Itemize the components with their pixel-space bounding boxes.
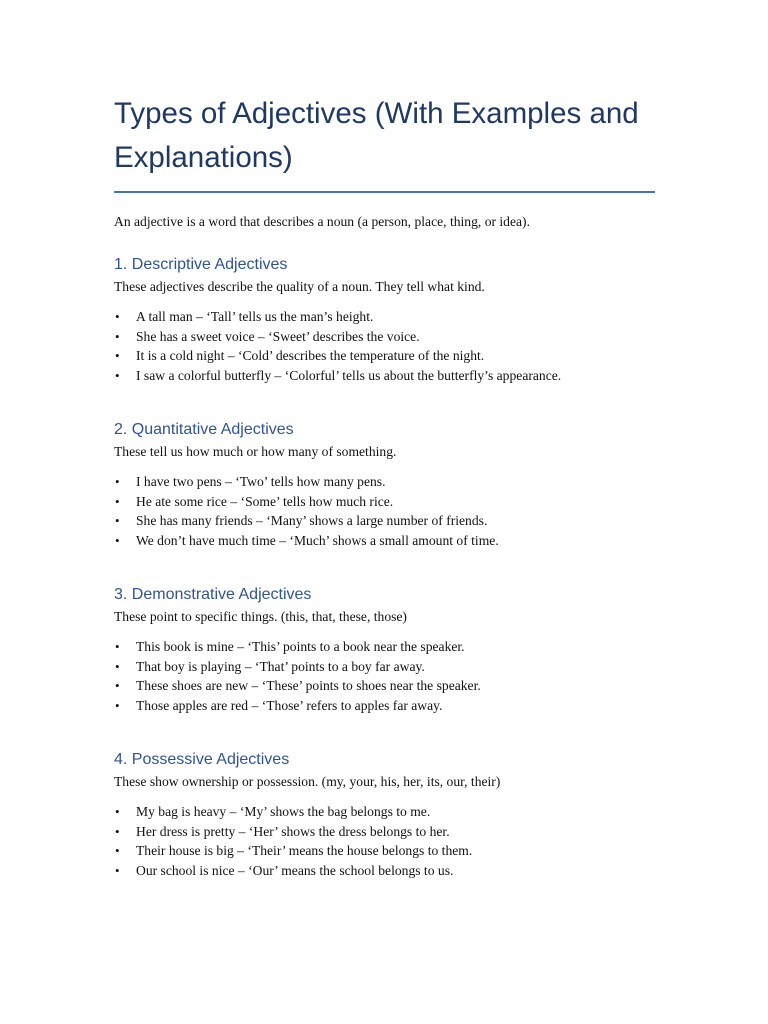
list-item: [114, 861, 655, 881]
example-list: [114, 307, 655, 385]
intro-paragraph: An adjective is a word that describes a noun (a person, place, thing, or idea).: [114, 214, 530, 229]
bullet-icon: •: [115, 862, 120, 878]
bullet-icon: •: [115, 474, 120, 489]
bullet-icon: •: [115, 639, 120, 654]
section-quantitative-adjectives: [114, 419, 655, 550]
bullet-icon: •: [115, 532, 120, 548]
list-item: [114, 366, 655, 386]
list-item-text: I have two pens – ‘Two’ tells how many pens.: [136, 474, 386, 489]
list-item: [114, 531, 655, 551]
list-item: [114, 511, 655, 531]
title-underline-rule: [114, 191, 655, 193]
bullet-icon: •: [115, 328, 120, 344]
example-list: [114, 472, 655, 550]
list-item-text: My bag is heavy – ‘My’ shows the bag belongs to me.: [136, 804, 431, 819]
bullet-icon: •: [115, 658, 120, 674]
list-item: [114, 696, 655, 716]
list-item-text: She has many friends – ‘Many’ shows a large number of friends.: [136, 513, 488, 528]
list-item-text: He ate some rice – ‘Some’ tells how much rice.: [136, 493, 394, 509]
list-item-text: Those apples are red – ‘Those’ refers to apples far away.: [136, 697, 443, 713]
list-item: [114, 657, 655, 677]
list-item: [114, 346, 655, 366]
list-item: [114, 472, 655, 492]
bullet-icon: •: [115, 493, 120, 509]
example-list: [114, 637, 655, 715]
list-item: [114, 637, 655, 657]
list-item: [114, 676, 655, 696]
bullet-icon: •: [115, 513, 120, 528]
bullet-icon: •: [115, 678, 120, 693]
list-item-text: She has a sweet voice – ‘Sweet’ describes the voice.: [136, 328, 420, 344]
list-item: [114, 492, 655, 512]
section-description: These adjectives describe the quality of a noun. They tell what kind.: [114, 279, 485, 294]
list-item: [114, 327, 655, 347]
bullet-icon: •: [115, 804, 120, 819]
bullet-icon: •: [115, 348, 120, 363]
list-item-text: A tall man – ‘Tall’ tells us the man’s height.: [136, 309, 374, 324]
list-item-text: That boy is playing – ‘That’ points to a boy far away.: [136, 658, 425, 674]
section-description: These point to specific things. (this, that, these, those): [114, 609, 407, 624]
section-heading: 4. Possessive Adjectives: [114, 751, 290, 768]
example-list: [114, 802, 655, 880]
section-descriptive-adjectives: [114, 254, 655, 385]
list-item-text: Our school is nice – ‘Our’ means the school belongs to us.: [136, 862, 454, 878]
list-item-text: Her dress is pretty – ‘Her’ shows the dress belongs to her.: [136, 823, 450, 839]
list-item: [114, 841, 655, 861]
section-heading: 1. Descriptive Adjectives: [114, 256, 288, 273]
section-possessive-adjectives: [114, 749, 655, 880]
list-item: [114, 307, 655, 327]
list-item: [114, 802, 655, 822]
document-title: Types of Adjectives (With Examples and Explanations): [114, 97, 639, 174]
bullet-icon: •: [115, 843, 120, 858]
bullet-icon: •: [115, 823, 120, 839]
section-heading: 2. Quantitative Adjectives: [114, 421, 294, 438]
section-heading: 3. Demonstrative Adjectives: [114, 586, 312, 603]
section-demonstrative-adjectives: [114, 584, 655, 715]
list-item-text: We don’t have much time – ‘Much’ shows a small amount of time.: [136, 532, 499, 548]
section-description: These show ownership or possession. (my, your, his, her, its, our, their): [114, 774, 501, 789]
list-item-text: Their house is big – ‘Their’ means the house belongs to them.: [136, 843, 473, 858]
list-item-text: This book is mine – ‘This’ points to a book near the speaker.: [136, 639, 465, 654]
bullet-icon: •: [115, 309, 120, 324]
section-description: These tell us how much or how many of something.: [114, 444, 397, 459]
list-item: [114, 822, 655, 842]
list-item-text: I saw a colorful butterfly – ‘Colorful’ tells us about the butterfly’s appearance.: [136, 367, 562, 383]
bullet-icon: •: [115, 697, 120, 713]
document-page: [114, 92, 655, 878]
list-item-text: It is a cold night – ‘Cold’ describes the temperature of the night.: [136, 348, 485, 363]
bullet-icon: •: [115, 367, 120, 383]
list-item-text: These shoes are new – ‘These’ points to shoes near the speaker.: [136, 678, 481, 693]
